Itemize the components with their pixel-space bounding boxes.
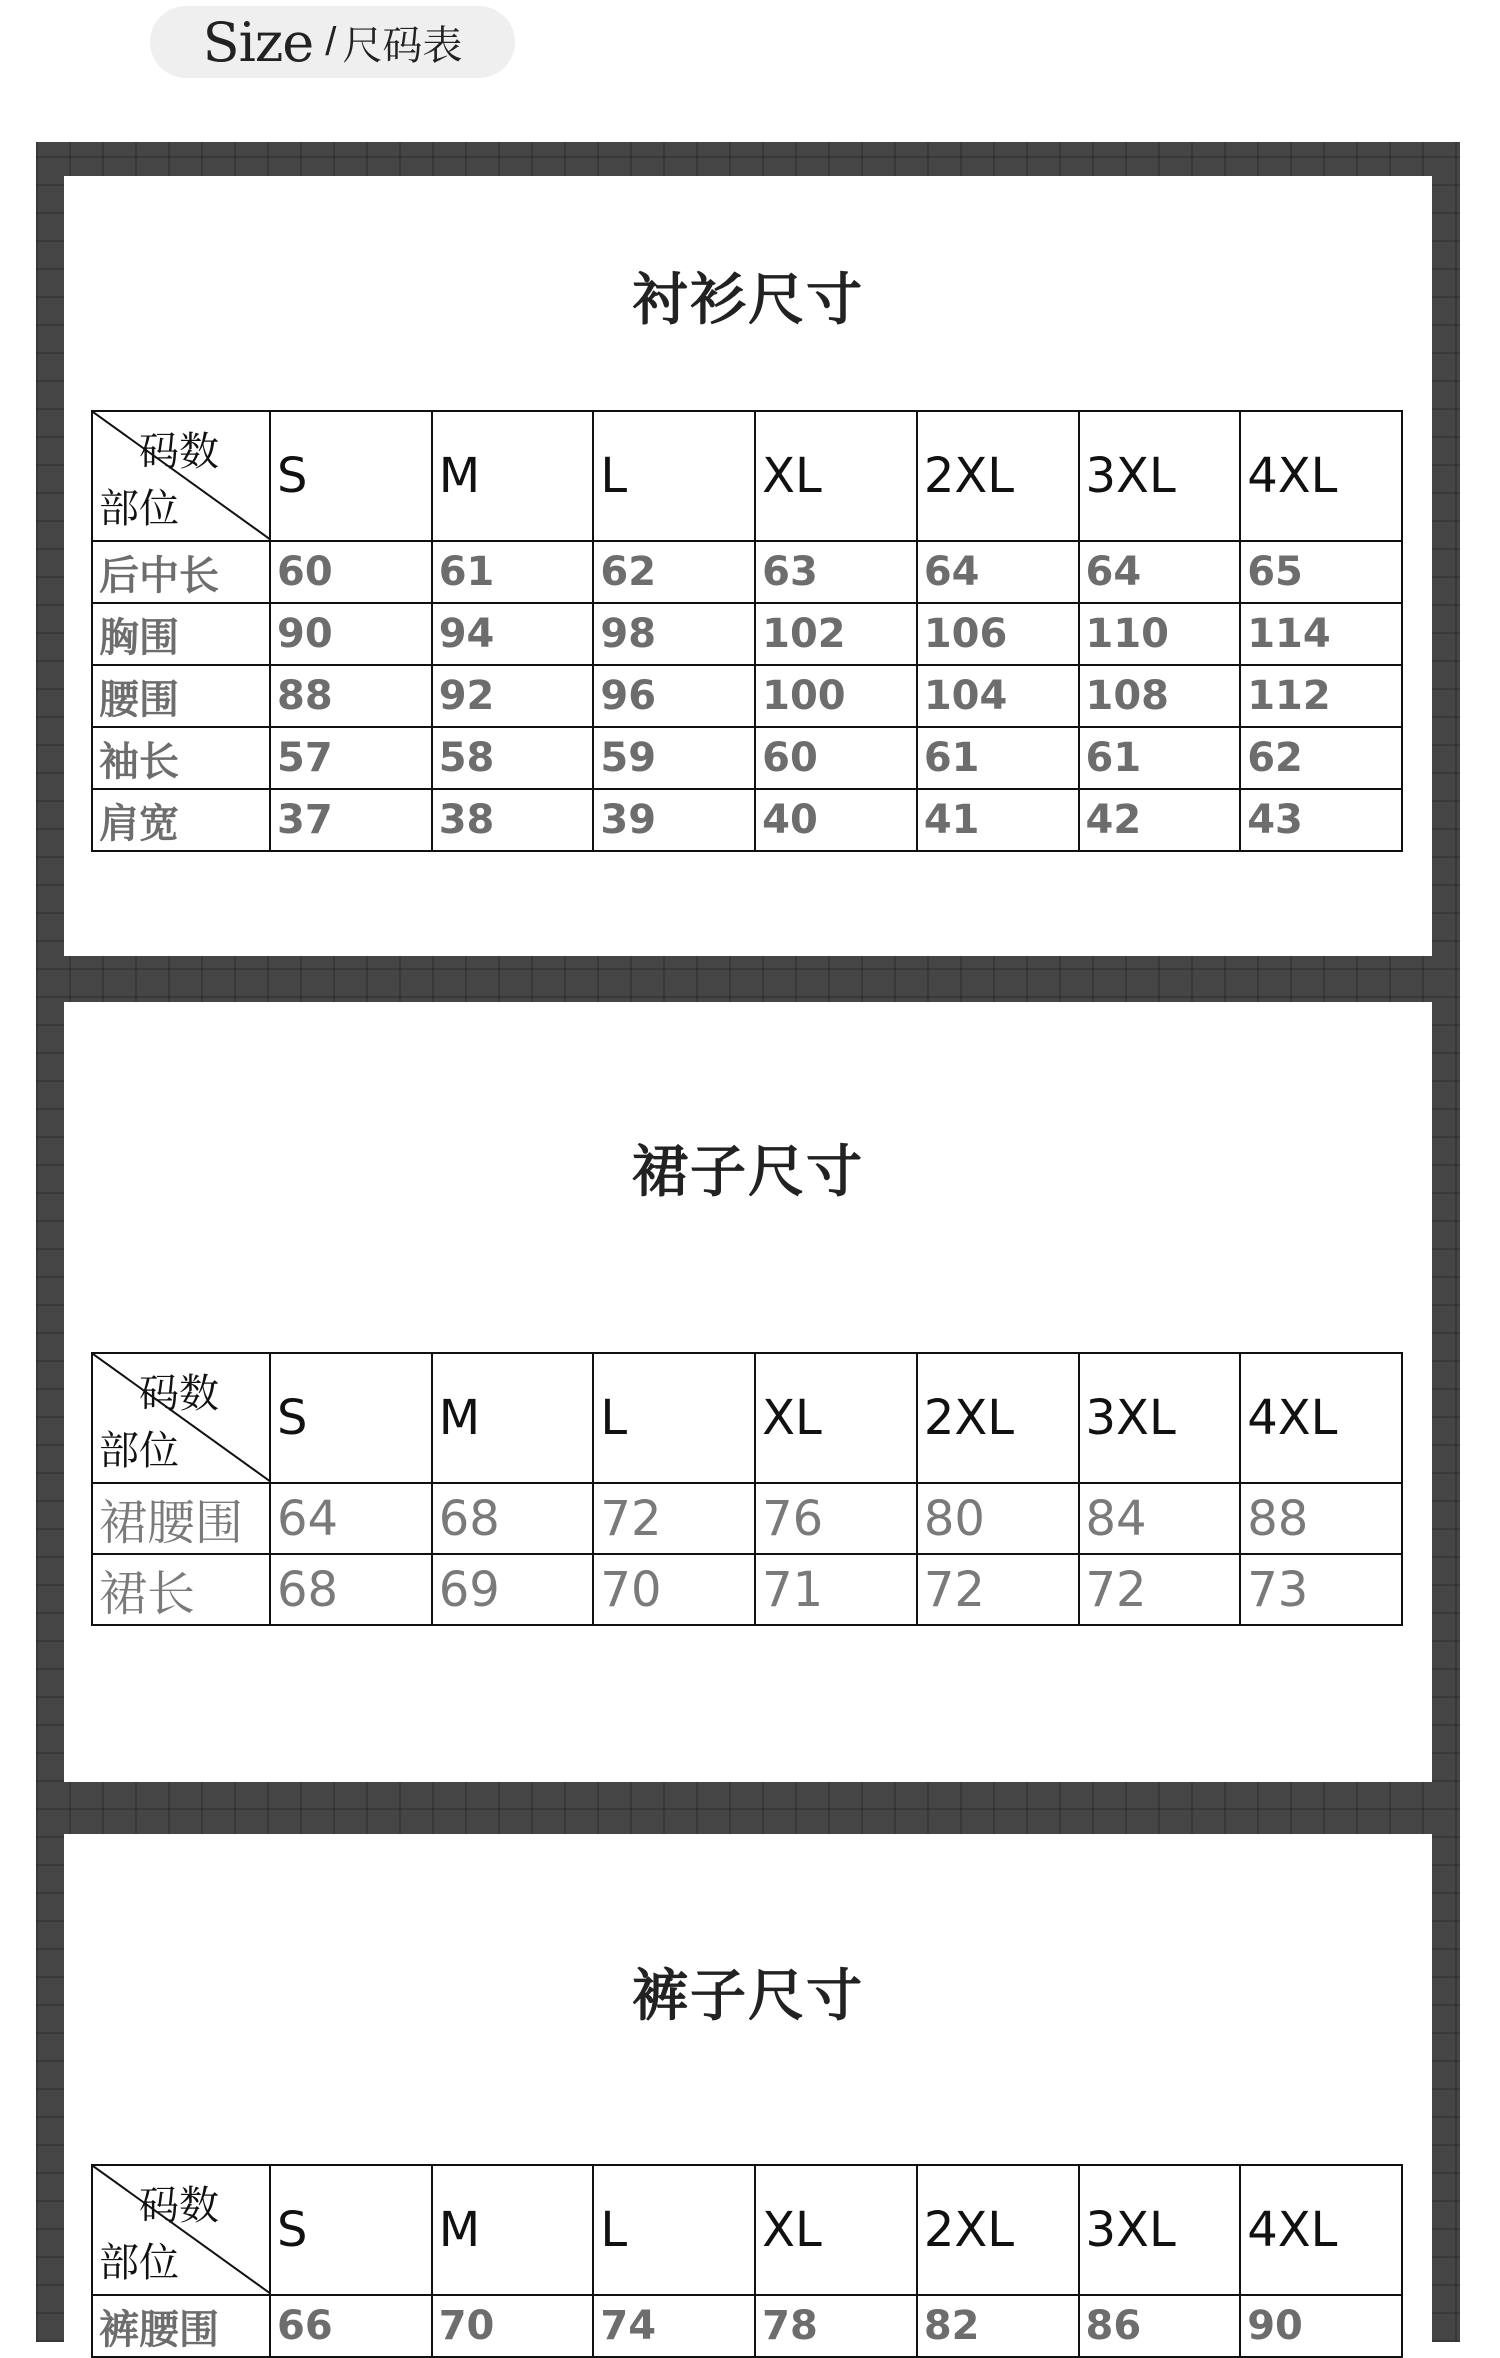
row-label: 裤腰围 xyxy=(92,2295,270,2357)
size-value-cell: 40 xyxy=(755,789,917,851)
size-value-cell: 72 xyxy=(593,1483,755,1554)
size-value-cell: 64 xyxy=(917,541,1079,603)
size-value-cell: 110 xyxy=(1079,603,1241,665)
size-header-4xl: 4XL xyxy=(1240,1353,1402,1483)
row-label: 裙腰围 xyxy=(92,1483,270,1554)
size-value-cell: 84 xyxy=(1079,1483,1241,1554)
corner-label-part: 部位 xyxy=(99,486,179,532)
corner-label-size: 码数 xyxy=(139,1371,219,1417)
size-value-cell: 112 xyxy=(1240,665,1402,727)
pants-title: 裤子尺寸 xyxy=(632,1964,864,2029)
size-header-l: L xyxy=(593,1353,755,1483)
size-value-cell: 63 xyxy=(755,541,917,603)
size-value-cell: 68 xyxy=(432,1483,594,1554)
heading-size-word: Size xyxy=(202,10,314,74)
size-value-cell: 66 xyxy=(270,2295,432,2357)
skirt-size-panel xyxy=(64,1002,1432,1782)
size-header-3xl: 3XL xyxy=(1079,1353,1241,1483)
size-header-xl: XL xyxy=(755,411,917,541)
size-value-cell: 64 xyxy=(270,1483,432,1554)
size-chart-heading xyxy=(150,6,515,78)
size-value-cell: 88 xyxy=(270,665,432,727)
corner-label-part: 部位 xyxy=(99,1428,179,1474)
size-header-3xl: 3XL xyxy=(1079,411,1241,541)
size-value-cell: 90 xyxy=(1240,2295,1402,2357)
size-value-cell: 82 xyxy=(917,2295,1079,2357)
table-row xyxy=(92,2295,1402,2357)
row-label: 后中长 xyxy=(92,541,270,603)
table-corner-cell xyxy=(92,1353,270,1483)
size-value-cell: 106 xyxy=(917,603,1079,665)
size-value-cell: 59 xyxy=(593,727,755,789)
size-value-cell: 108 xyxy=(1079,665,1241,727)
size-header-m: M xyxy=(432,1353,594,1483)
size-value-cell: 42 xyxy=(1079,789,1241,851)
heading-subtitle: 尺码表 xyxy=(342,22,463,69)
size-value-cell: 58 xyxy=(432,727,594,789)
size-header-3xl: 3XL xyxy=(1079,2165,1241,2295)
size-value-cell: 98 xyxy=(593,603,755,665)
size-header-xl: XL xyxy=(755,2165,917,2295)
size-value-cell: 73 xyxy=(1240,1554,1402,1625)
size-value-cell: 62 xyxy=(593,541,755,603)
size-value-cell: 43 xyxy=(1240,789,1402,851)
size-header-2xl: 2XL xyxy=(917,2165,1079,2295)
table-row xyxy=(92,541,1402,603)
size-value-cell: 114 xyxy=(1240,603,1402,665)
size-header-4xl: 4XL xyxy=(1240,411,1402,541)
table-row xyxy=(92,665,1402,727)
row-label: 袖长 xyxy=(92,727,270,789)
size-value-cell: 86 xyxy=(1079,2295,1241,2357)
size-value-cell: 57 xyxy=(270,727,432,789)
size-value-cell: 39 xyxy=(593,789,755,851)
table-corner-cell xyxy=(92,2165,270,2295)
size-header-s: S xyxy=(270,1353,432,1483)
corner-label-part: 部位 xyxy=(99,2240,179,2286)
heading-slash: / xyxy=(325,19,337,64)
row-label: 腰围 xyxy=(92,665,270,727)
size-value-cell: 60 xyxy=(755,727,917,789)
size-value-cell: 72 xyxy=(1079,1554,1241,1625)
size-value-cell: 74 xyxy=(593,2295,755,2357)
size-value-cell: 61 xyxy=(917,727,1079,789)
table-row xyxy=(92,789,1402,851)
size-value-cell: 80 xyxy=(917,1483,1079,1554)
size-value-cell: 62 xyxy=(1240,727,1402,789)
size-value-cell: 100 xyxy=(755,665,917,727)
size-value-cell: 72 xyxy=(917,1554,1079,1625)
size-value-cell: 38 xyxy=(432,789,594,851)
size-header-4xl: 4XL xyxy=(1240,2165,1402,2295)
size-value-cell: 41 xyxy=(917,789,1079,851)
size-value-cell: 64 xyxy=(1079,541,1241,603)
size-value-cell: 76 xyxy=(755,1483,917,1554)
row-label: 肩宽 xyxy=(92,789,270,851)
row-label: 胸围 xyxy=(92,603,270,665)
shirt-title: 衬衫尺寸 xyxy=(632,268,864,333)
table-row xyxy=(92,727,1402,789)
shirt-size-table xyxy=(91,410,1403,852)
table-row xyxy=(92,1554,1402,1625)
size-header-m: M xyxy=(432,2165,594,2295)
size-header-s: S xyxy=(270,2165,432,2295)
corner-label-size: 码数 xyxy=(139,2183,219,2229)
size-header-2xl: 2XL xyxy=(917,1353,1079,1483)
size-value-cell: 94 xyxy=(432,603,594,665)
skirt-size-table xyxy=(91,1352,1403,1626)
size-value-cell: 60 xyxy=(270,541,432,603)
size-header-row xyxy=(92,411,1402,541)
size-header-row xyxy=(92,2165,1402,2295)
pants-size-panel xyxy=(64,1834,1432,2354)
size-value-cell: 92 xyxy=(432,665,594,727)
size-value-cell: 70 xyxy=(432,2295,594,2357)
table-corner-cell xyxy=(92,411,270,541)
size-header-row xyxy=(92,1353,1402,1483)
size-header-l: L xyxy=(593,411,755,541)
size-value-cell: 104 xyxy=(917,665,1079,727)
size-header-m: M xyxy=(432,411,594,541)
size-header-s: S xyxy=(270,411,432,541)
skirt-title: 裙子尺寸 xyxy=(632,1140,864,1205)
corner-label-size: 码数 xyxy=(139,429,219,475)
pants-size-table xyxy=(91,2164,1403,2358)
size-value-cell: 61 xyxy=(1079,727,1241,789)
size-header-l: L xyxy=(593,2165,755,2295)
shirt-size-panel xyxy=(64,176,1432,956)
size-value-cell: 65 xyxy=(1240,541,1402,603)
size-header-2xl: 2XL xyxy=(917,411,1079,541)
size-value-cell: 69 xyxy=(432,1554,594,1625)
row-label: 裙长 xyxy=(92,1554,270,1625)
size-value-cell: 90 xyxy=(270,603,432,665)
size-value-cell: 61 xyxy=(432,541,594,603)
size-value-cell: 37 xyxy=(270,789,432,851)
size-value-cell: 70 xyxy=(593,1554,755,1625)
size-value-cell: 88 xyxy=(1240,1483,1402,1554)
size-value-cell: 68 xyxy=(270,1554,432,1625)
size-header-xl: XL xyxy=(755,1353,917,1483)
table-row xyxy=(92,603,1402,665)
size-value-cell: 71 xyxy=(755,1554,917,1625)
size-value-cell: 102 xyxy=(755,603,917,665)
size-value-cell: 96 xyxy=(593,665,755,727)
size-value-cell: 78 xyxy=(755,2295,917,2357)
table-row xyxy=(92,1483,1402,1554)
